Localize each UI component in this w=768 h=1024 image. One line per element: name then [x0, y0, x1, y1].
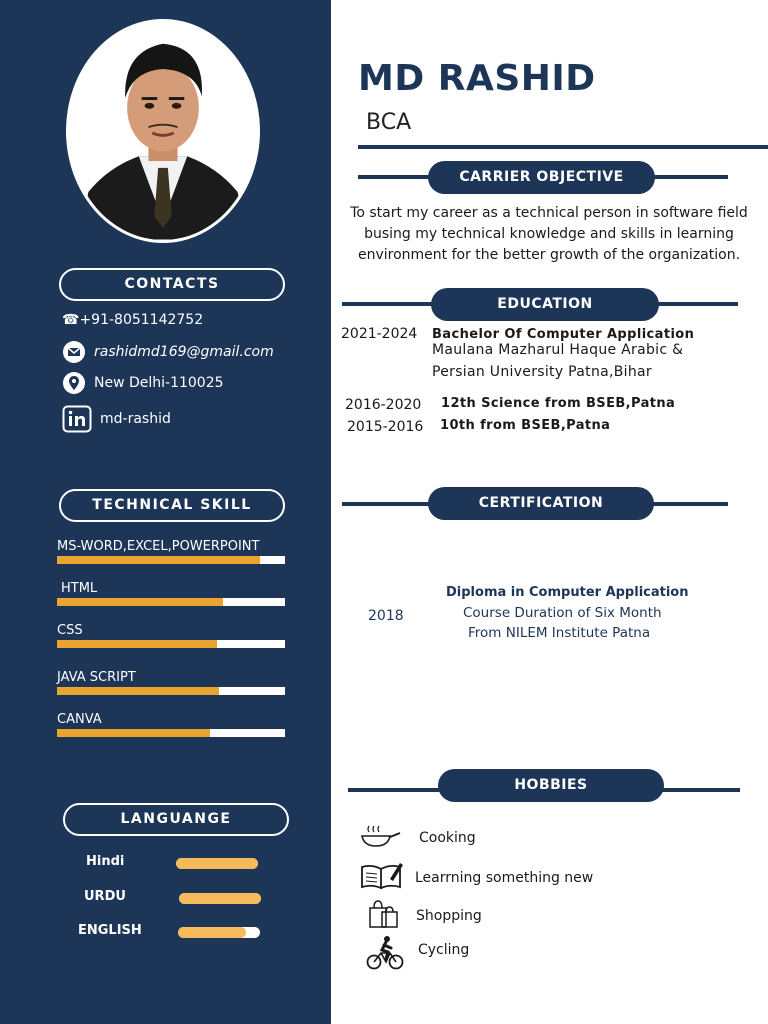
languages-heading: LANGUANGE [63, 803, 289, 836]
skill-bar [57, 687, 285, 695]
education-degree: 12th Science from BSEB,Patna [441, 396, 676, 411]
education-years: 2016-2020 [345, 397, 422, 413]
skill-bar [57, 729, 285, 737]
skill-item [57, 670, 285, 695]
name-divider [358, 145, 768, 149]
shopping-bag-icon [367, 898, 401, 934]
hobby-label: Shopping [416, 908, 482, 924]
location-text: New Delhi-110025 [94, 375, 224, 391]
phone-row [62, 312, 203, 328]
skill-bar [57, 640, 285, 648]
candidate-name: MD RASHID [358, 58, 596, 99]
education-institution: Persian University Patna,Bihar [432, 364, 652, 380]
profile-photo [66, 19, 260, 243]
email-address[interactable]: rashidmd169@gmail.com [94, 344, 274, 360]
education-years: 2015-2016 [347, 419, 424, 435]
skill-item [57, 581, 285, 606]
skill-level-fill [57, 687, 219, 695]
certification-heading: CERTIFICATION [428, 487, 654, 520]
hobbies-heading: HOBBIES [438, 769, 664, 802]
location-pin-icon [62, 371, 86, 395]
skill-item [57, 623, 285, 648]
certification-duration: Course Duration of Six Month [463, 605, 662, 621]
language-bar [178, 927, 260, 938]
objective-text: To start my career as a technical person in software field busing my technical knowledge and skills in learning environment for the better growth of the organization. [350, 205, 748, 263]
sidebar [0, 0, 331, 1024]
email-row [62, 340, 274, 364]
technical-skill-heading: TECHNICAL SKILL [59, 489, 285, 522]
hobby-label: Cooking [419, 830, 476, 846]
language-level-fill [179, 893, 261, 904]
skill-name: HTML [61, 581, 98, 596]
contacts-heading: CONTACTS [59, 268, 285, 301]
location-row [62, 371, 224, 395]
education-years: 2021-2024 [341, 326, 418, 342]
education-heading: EDUCATION [431, 288, 659, 321]
skill-bar [57, 556, 285, 564]
open-book-icon [360, 861, 404, 895]
certification-name: Diploma in Computer Application [446, 585, 689, 600]
language-name: URDU [84, 889, 126, 904]
skill-name: MS-WORD,EXCEL,POWERPOINT [57, 539, 260, 554]
certification-institute: From NILEM Institute Patna [468, 625, 651, 641]
certification-year: 2018 [368, 608, 404, 624]
language-name: ENGLISH [78, 923, 142, 938]
education-degree: Bachelor Of Computer Application [432, 327, 695, 342]
language-bar [176, 858, 258, 869]
language-row [0, 854, 331, 874]
objective-heading: CARRIER OBJECTIVE [428, 161, 655, 194]
skill-name: JAVA SCRIPT [57, 670, 136, 685]
hobby-label: Cycling [418, 942, 470, 958]
language-level-fill [178, 927, 246, 938]
linkedin-handle[interactable]: md-rashid [100, 411, 171, 427]
phone-number: ☎+91-8051142752 [62, 312, 204, 328]
skill-item [57, 712, 285, 737]
candidate-degree: BCA [366, 110, 412, 135]
profile-photo-illustration [69, 22, 257, 240]
linkedin-row [62, 405, 171, 433]
skill-bar [57, 598, 285, 606]
skill-item [57, 539, 285, 564]
email-icon [62, 340, 86, 364]
skill-level-fill [57, 640, 217, 648]
skill-name: CANVA [57, 712, 102, 727]
language-row [0, 923, 331, 943]
language-level-fill [176, 858, 258, 869]
language-row [0, 889, 331, 909]
linkedin-icon [62, 405, 92, 433]
skill-name: CSS [57, 623, 83, 638]
hobby-label: Learrning something new [415, 870, 594, 886]
language-bar [179, 893, 261, 904]
education-degree: 10th from BSEB,Patna [440, 418, 611, 433]
skill-level-fill [57, 729, 210, 737]
skill-level-fill [57, 598, 223, 606]
language-name: Hindi [86, 854, 125, 869]
cooking-pan-icon [360, 824, 402, 854]
education-institution: Maulana Mazharul Haque Arabic & [432, 342, 684, 358]
skill-level-fill [57, 556, 260, 564]
cyclist-icon [366, 935, 404, 975]
